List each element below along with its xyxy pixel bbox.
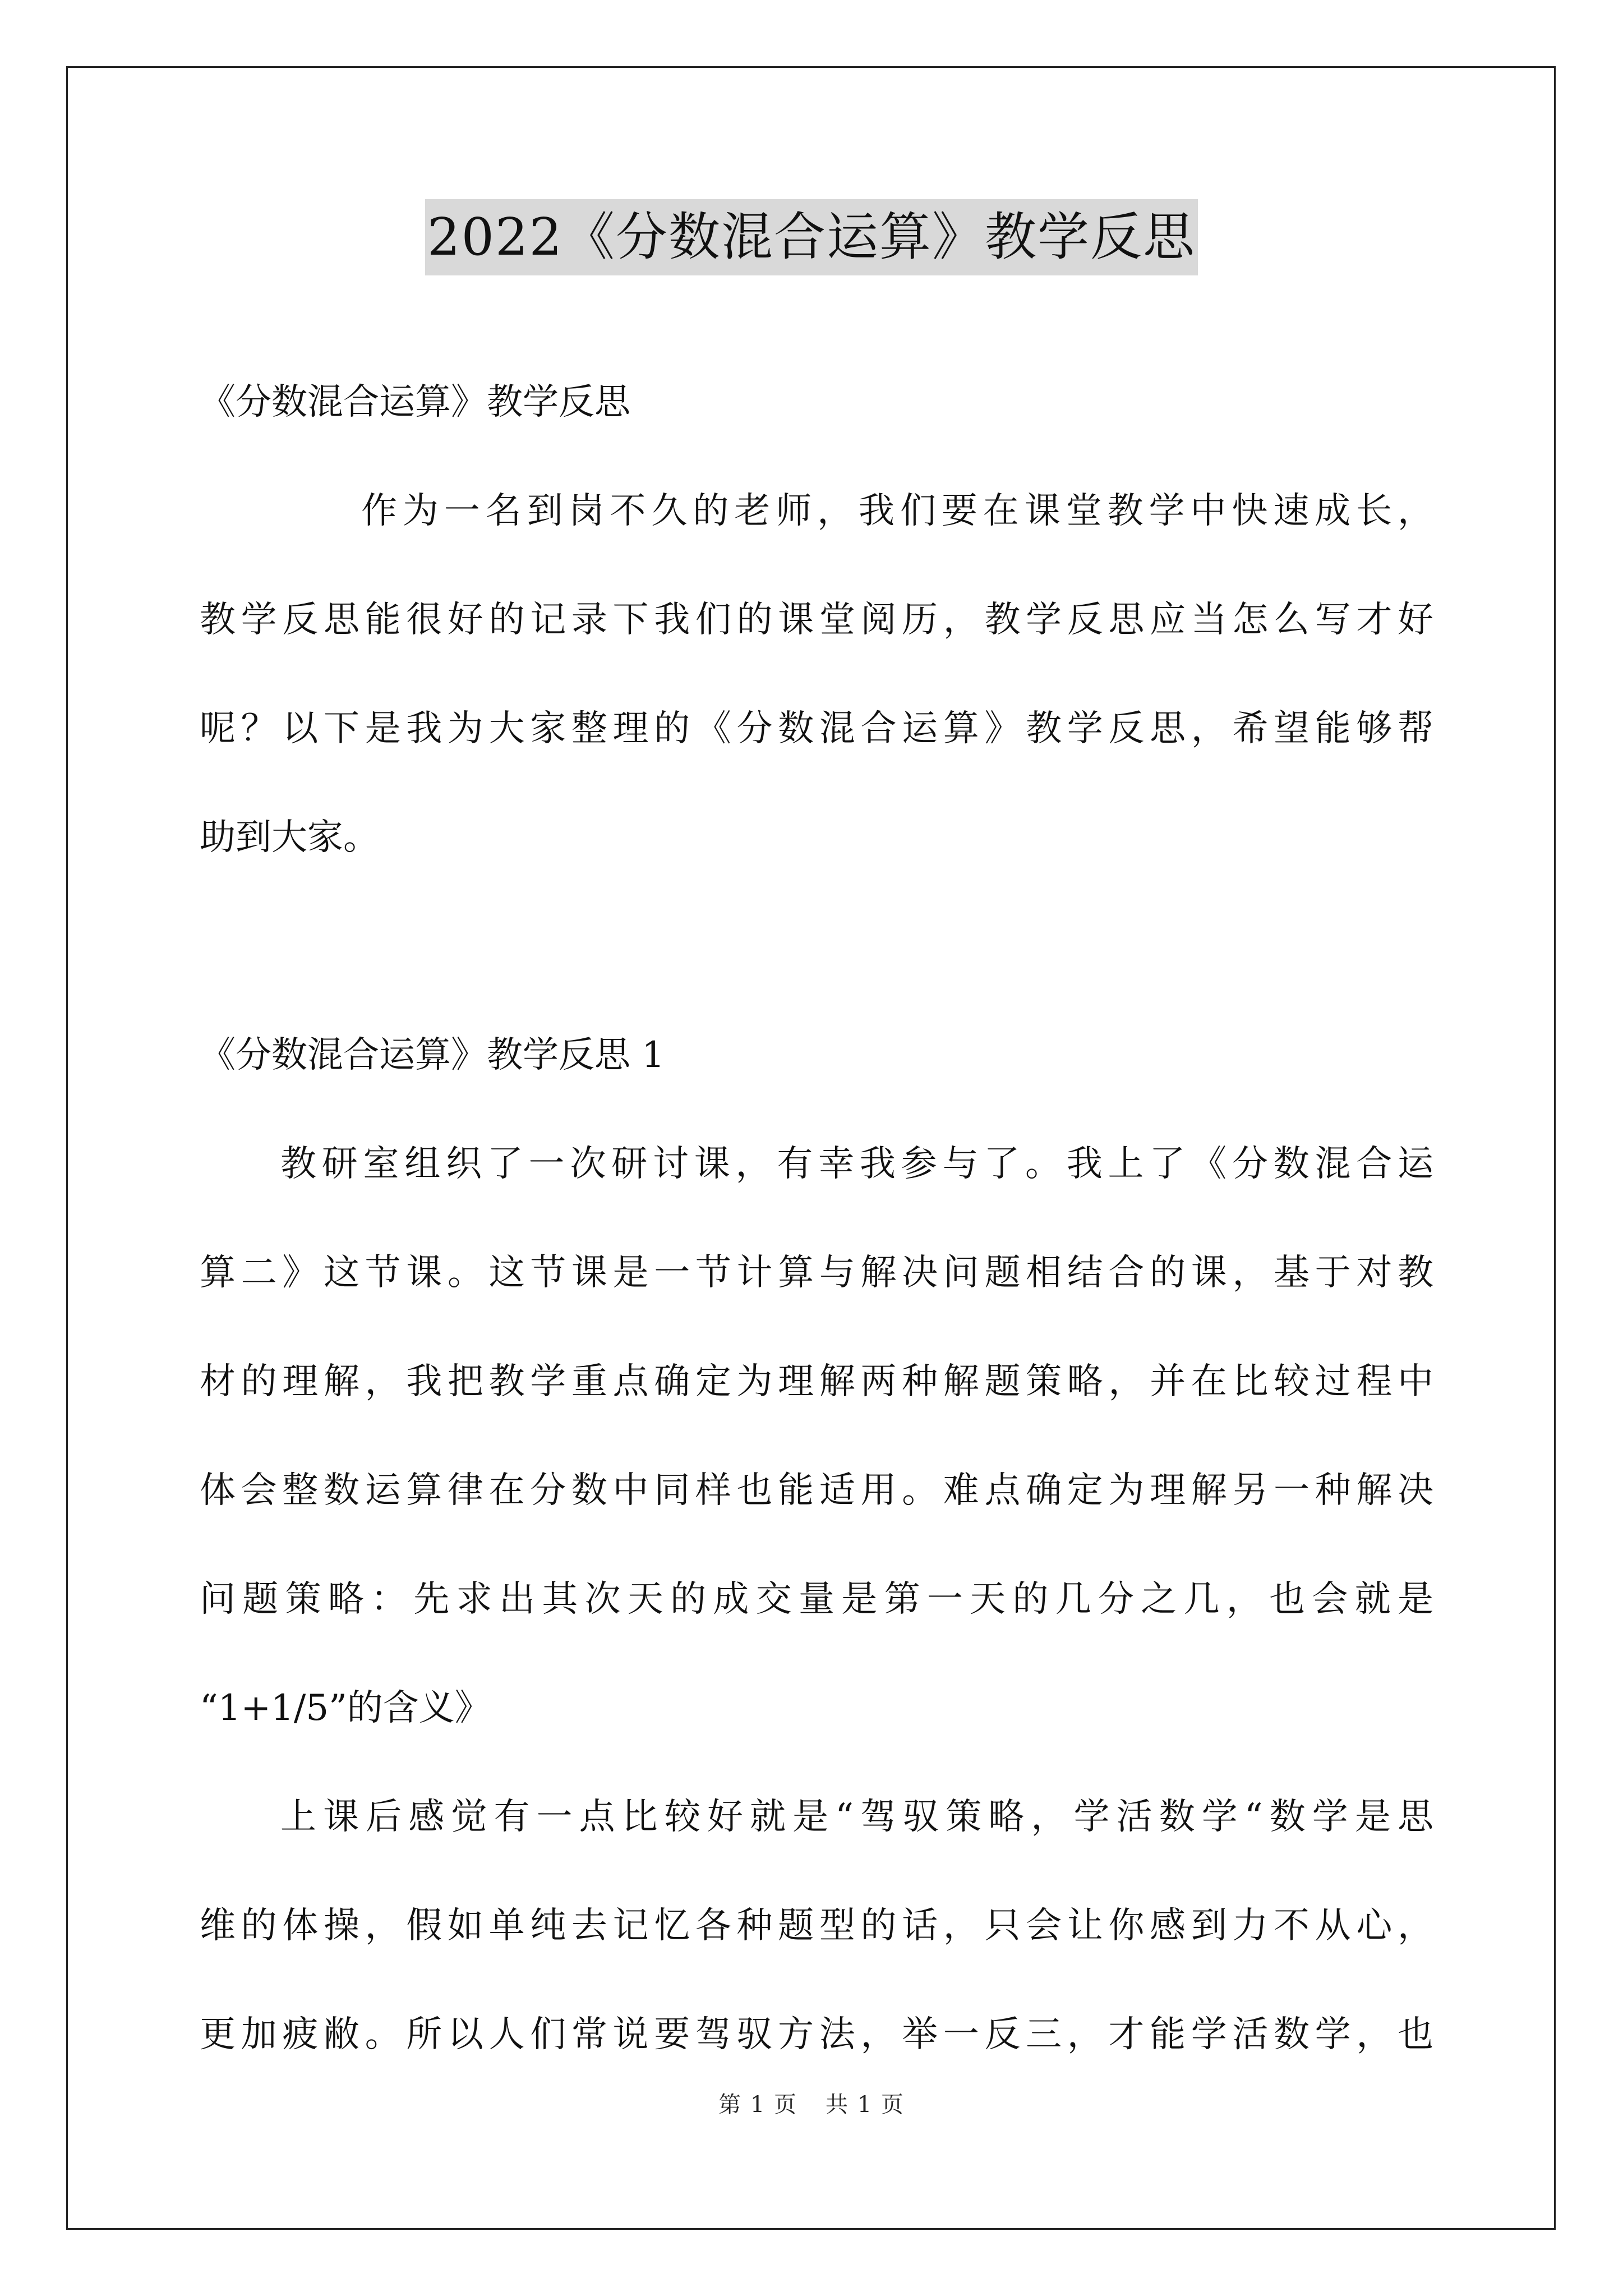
- document-title: 2022《分数混合运算》教学反思: [425, 199, 1198, 275]
- paragraph-line: 算二》这节课。这节课是一节计算与解决问题相结合的课，基于对教: [200, 1252, 1433, 1294]
- page-footer: [0, 2087, 1623, 2119]
- paragraph-line: “1+1/5”的含义》: [200, 1687, 491, 1729]
- paragraph-line: 问题策略：先求出其次天的成交量是第一天的几分之几，也会就是: [200, 1579, 1433, 1620]
- paragraph-line: 更加疲敝。所以人们常说要驾驭方法，举一反三，才能学活数学，也: [200, 2014, 1433, 2055]
- intro-line: 助到大家。: [200, 817, 379, 858]
- intro-line: 呢？以下是我为大家整理的《分数混合运算》教学反思，希望能够帮: [200, 708, 1433, 749]
- paragraph-line: 材的理解，我把教学重点确定为理解两种解题策略，并在比较过程中: [200, 1361, 1433, 1402]
- intro-line: 作为一名到岗不久的老师，我们要在课堂教学中快速成长，: [361, 490, 1433, 532]
- paragraph-line: 教研室组织了一次研讨课，有幸我参与了。我上了《分数混合运: [280, 1143, 1433, 1185]
- paragraph-gap: [200, 892, 1433, 1001]
- title-container: [0, 199, 1623, 275]
- section-heading: 《分数混合运算》教学反思 1: [200, 1034, 665, 1076]
- document-body: [200, 348, 1433, 2089]
- paragraph-line: 维的体操，假如单纯去记忆各种题型的话，只会让你感到力不从心，: [200, 1905, 1433, 1947]
- intro-line: 教学反思能很好的记录下我们的课堂阅历，教学反思应当怎么写才好: [200, 599, 1433, 641]
- intro-heading: 《分数混合运算》教学反思: [200, 381, 630, 423]
- page-number: 第 1 页: [718, 2092, 797, 2118]
- paragraph-line: 上课后感觉有一点比较好就是“驾驭策略，学活数学“数学是思: [280, 1796, 1433, 1838]
- paragraph-line: 体会整数运算律在分数中同样也能适用。难点确定为理解另一种解决: [200, 1470, 1433, 1511]
- page-total: 共 1 页: [826, 2092, 905, 2118]
